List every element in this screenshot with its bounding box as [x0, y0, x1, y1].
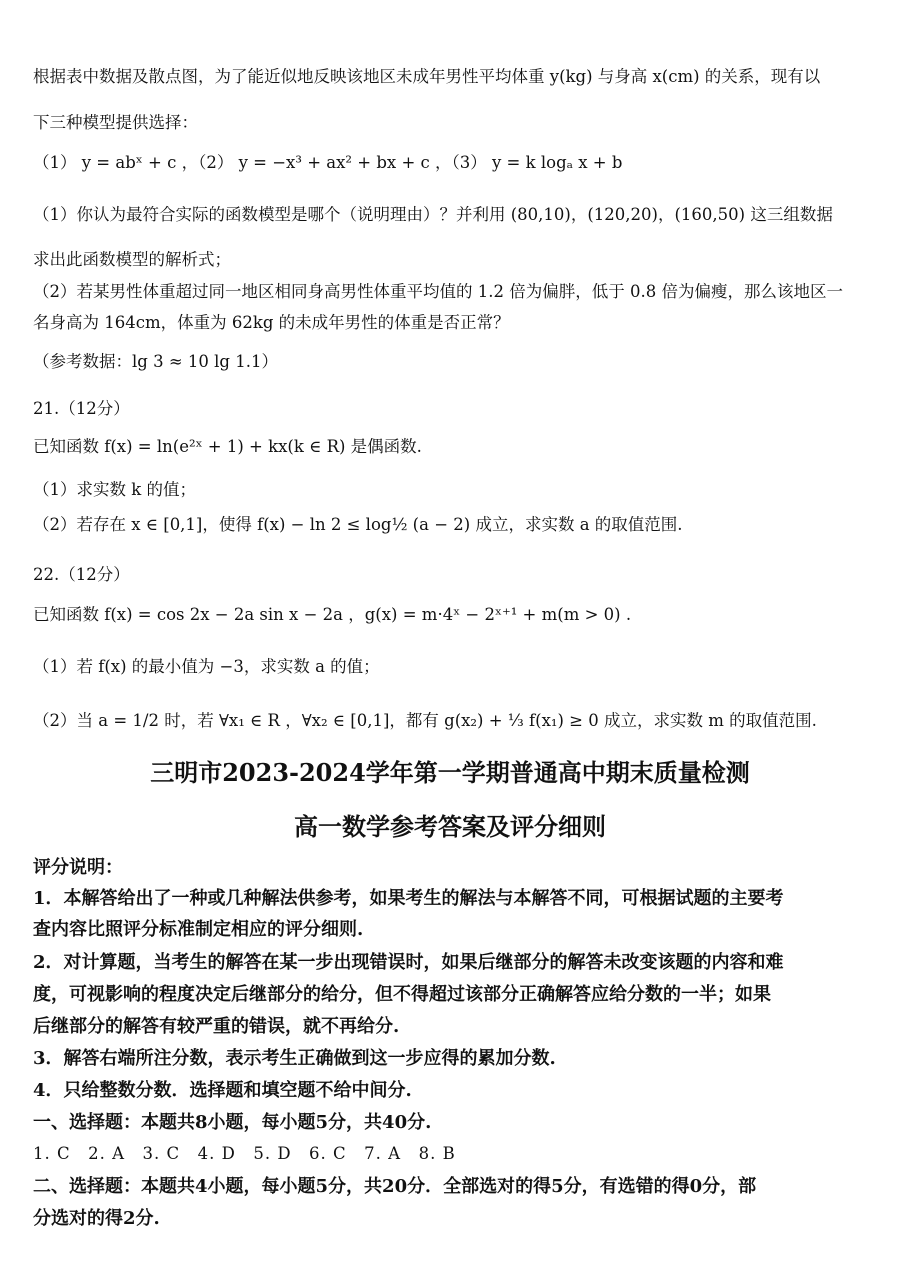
grading-note-2-line2: 度，可视影响的程度决定后继部分的给分，但不得超过该部分正确解答应给分数的一半；如果 — [33, 984, 771, 1005]
grading-note-4: 4．只给整数分数．选择题和填空题不给中间分. — [33, 1080, 412, 1101]
q21-part1: （1）求实数 k 的值； — [33, 480, 196, 499]
section1-header: 一、选择题：本题共8小题，每小题5分，共40分. — [33, 1112, 432, 1133]
q20-part1-line2: 求出此函数模型的解析式； — [33, 250, 231, 269]
q21-heading: 21.（12分） — [33, 399, 130, 418]
q20-reference-data: （参考数据：lg 3 ≈ 10 lg 1.1） — [33, 352, 278, 371]
grading-note-1-line1: 1．本解答给出了一种或几种解法供参考，如果考生的解法与本解答不同，可根据试题的主要考 — [33, 888, 784, 909]
q22-part2: （2）当 a = 1/2 时，若 ∀x₁ ∈ R ，∀x₂ ∈ [0,1]，都有 g(x₂) + ⅓ f(x₁) ≥ 0 成立，求实数 m 的取值范围. — [33, 711, 817, 730]
q20-part2-line1: （2）若某男性体重超过同一地区相同身高男性体重平均值的 1.2 倍为偏胖，低于 0.8 倍为偏瘦，那么该地区一 — [33, 282, 843, 301]
q22-stem: 已知函数 f(x) = cos 2x − 2a sin x − 2a ，g(x) = m·4ˣ − 2ˣ⁺¹ + m(m > 0) . — [33, 605, 632, 624]
answer-key-title: 三明市2023-2024学年第一学期普通高中期末质量检测 — [150, 758, 750, 787]
q20-intro-line1: 根据表中数据及散点图，为了能近似地反映该地区未成年男性平均体重 y(kg) 与身高 x(cm) 的关系，现有以 — [33, 67, 821, 86]
answer-key-subtitle: 高一数学参考答案及评分细则 — [294, 812, 606, 841]
q21-stem: 已知函数 f(x) = ln(e²ˣ + 1) + kx(k ∈ R) 是偶函数. — [33, 437, 422, 456]
section1-answers: 1. C 2. A 3. C 4. D 5. D 6. C 7. A 8. B — [33, 1144, 456, 1163]
grading-note-1-line2: 查内容比照评分标准制定相应的评分细则. — [33, 919, 364, 940]
grading-note-2-line1: 2．对计算题，当考生的解答在某一步出现错误时，如果后继部分的解答未改变该题的内容和难 — [33, 952, 784, 973]
grading-note-2-line3: 后继部分的解答有较严重的错误，就不再给分. — [33, 1016, 400, 1037]
section2-header-line2: 分选对的得2分. — [33, 1208, 160, 1229]
q20-part1-line1: （1）你认为最符合实际的函数模型是哪个（说明理由）？并利用 (80,10)，(120,20)，(160,50) 这三组数据 — [33, 205, 833, 224]
section2-header-line1: 二、选择题：本题共4小题，每小题5分，共20分．全部选对的得5分，有选错的得0分，部 — [33, 1176, 757, 1197]
q20-intro-line2: 下三种模型提供选择： — [33, 113, 198, 132]
grading-note-3: 3．解答右端所注分数，表示考生正确做到这一步应得的累加分数. — [33, 1048, 556, 1069]
grading-notes-label: 评分说明： — [33, 857, 123, 878]
q22-part1: （1）若 f(x) 的最小值为 −3，求实数 a 的值； — [33, 657, 380, 676]
q20-models: （1） y = abˣ + c ，（2） y = −x³ + ax² + bx + c ，（3） y = k logₐ x + b — [33, 153, 623, 172]
q20-part2-line2: 名身高为 164cm，体重为 62kg 的未成年男性的体重是否正常？ — [33, 313, 510, 332]
q21-part2: （2）若存在 x ∈ [0,1]，使得 f(x) − ln 2 ≤ log½ (a − 2) 成立，求实数 a 的取值范围. — [33, 515, 683, 534]
q22-heading: 22.（12分） — [33, 565, 130, 584]
